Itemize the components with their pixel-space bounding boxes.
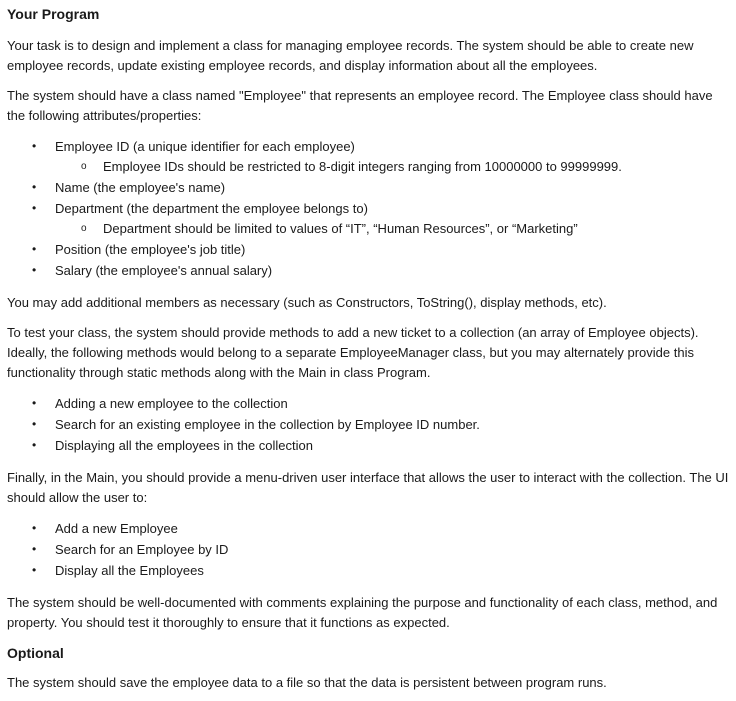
list-item-text: Employee ID (a unique identifier for each employee) (55, 139, 355, 154)
sub-list (55, 157, 729, 177)
list-item (7, 518, 729, 539)
bullet-icon: • (32, 438, 37, 452)
bullet-icon: • (32, 396, 37, 410)
paragraph-employee-class: The system should have a class named "Employee" that represents an employee record. The Employee class should have the following attributes/properties: (7, 88, 713, 123)
list-item (7, 136, 729, 177)
bullet-icon: • (32, 417, 37, 431)
list-item (7, 539, 729, 560)
sub-list-item-text: Department should be limited to values of “IT”, “Human Resources”, or “Marketing” (103, 221, 578, 236)
circle-bullet-icon: o (81, 161, 87, 172)
bullet-icon: • (32, 180, 37, 194)
list-item (7, 414, 729, 435)
sub-list-item (55, 219, 729, 239)
paragraph-testing: To test your class, the system should provide methods to add a new ticket to a collection (an array of Employee objects). Ideally, the following methods would belong to a separate EmployeeManager class, but you may alternately provide this functionality through static methods along with the Main in class Program. (7, 325, 699, 380)
attribute-list (7, 136, 729, 281)
list-item (7, 239, 729, 260)
list-item-text: Add a new Employee (55, 521, 178, 536)
bullet-icon: • (32, 242, 37, 256)
bullet-icon: • (32, 563, 37, 577)
paragraph-task: Your task is to design and implement a class for managing employee records. The system should be able to create new employee records, update existing employee records, and display information about all the employees. (7, 38, 694, 73)
list-item-text: Department (the department the employee belongs to) (55, 201, 368, 216)
bullet-icon: • (32, 139, 37, 153)
heading-your-program: Your Program (7, 6, 100, 22)
ui-options-list (7, 518, 729, 581)
list-item (7, 260, 729, 281)
bullet-icon: • (32, 542, 37, 556)
list-item (7, 393, 729, 414)
paragraph-documentation: The system should be well-documented with comments explaining the purpose and functionality of each class, method, and property. You should test it thoroughly to ensure that it functions as expected. (7, 595, 718, 630)
list-item-text: Position (the employee's job title) (55, 242, 246, 257)
list-item (7, 198, 729, 239)
paragraph-menu-ui: Finally, in the Main, you should provide a menu-driven user interface that allows the user to interact with the collection. The UI should allow the user to: (7, 470, 729, 505)
bullet-icon: • (32, 263, 37, 277)
sub-list (55, 219, 729, 239)
sub-list-item-text: Employee IDs should be restricted to 8-digit integers ranging from 10000000 to 99999999. (103, 159, 622, 174)
list-item-text: Search for an Employee by ID (55, 542, 229, 557)
list-item-text: Name (the employee's name) (55, 180, 226, 195)
list-item (7, 177, 729, 198)
bullet-icon: • (32, 201, 37, 215)
list-item-text: Salary (the employee's annual salary) (55, 263, 273, 278)
paragraph-persistence: The system should save the employee data to a file so that the data is persistent between program runs. (7, 675, 607, 690)
heading-optional: Optional (7, 645, 64, 661)
circle-bullet-icon: o (81, 223, 87, 234)
bullet-icon: • (32, 521, 37, 535)
list-item-text: Adding a new employee to the collection (55, 396, 288, 411)
paragraph-additional-members: You may add additional members as necessary (such as Constructors, ToString(), display methods, etc). (7, 295, 607, 310)
sub-list-item (55, 157, 729, 177)
list-item-text: Search for an existing employee in the collection by Employee ID number. (55, 417, 480, 432)
methods-list (7, 393, 729, 456)
list-item-text: Display all the Employees (55, 563, 204, 578)
list-item (7, 435, 729, 456)
list-item (7, 560, 729, 581)
list-item-text: Displaying all the employees in the collection (55, 438, 313, 453)
